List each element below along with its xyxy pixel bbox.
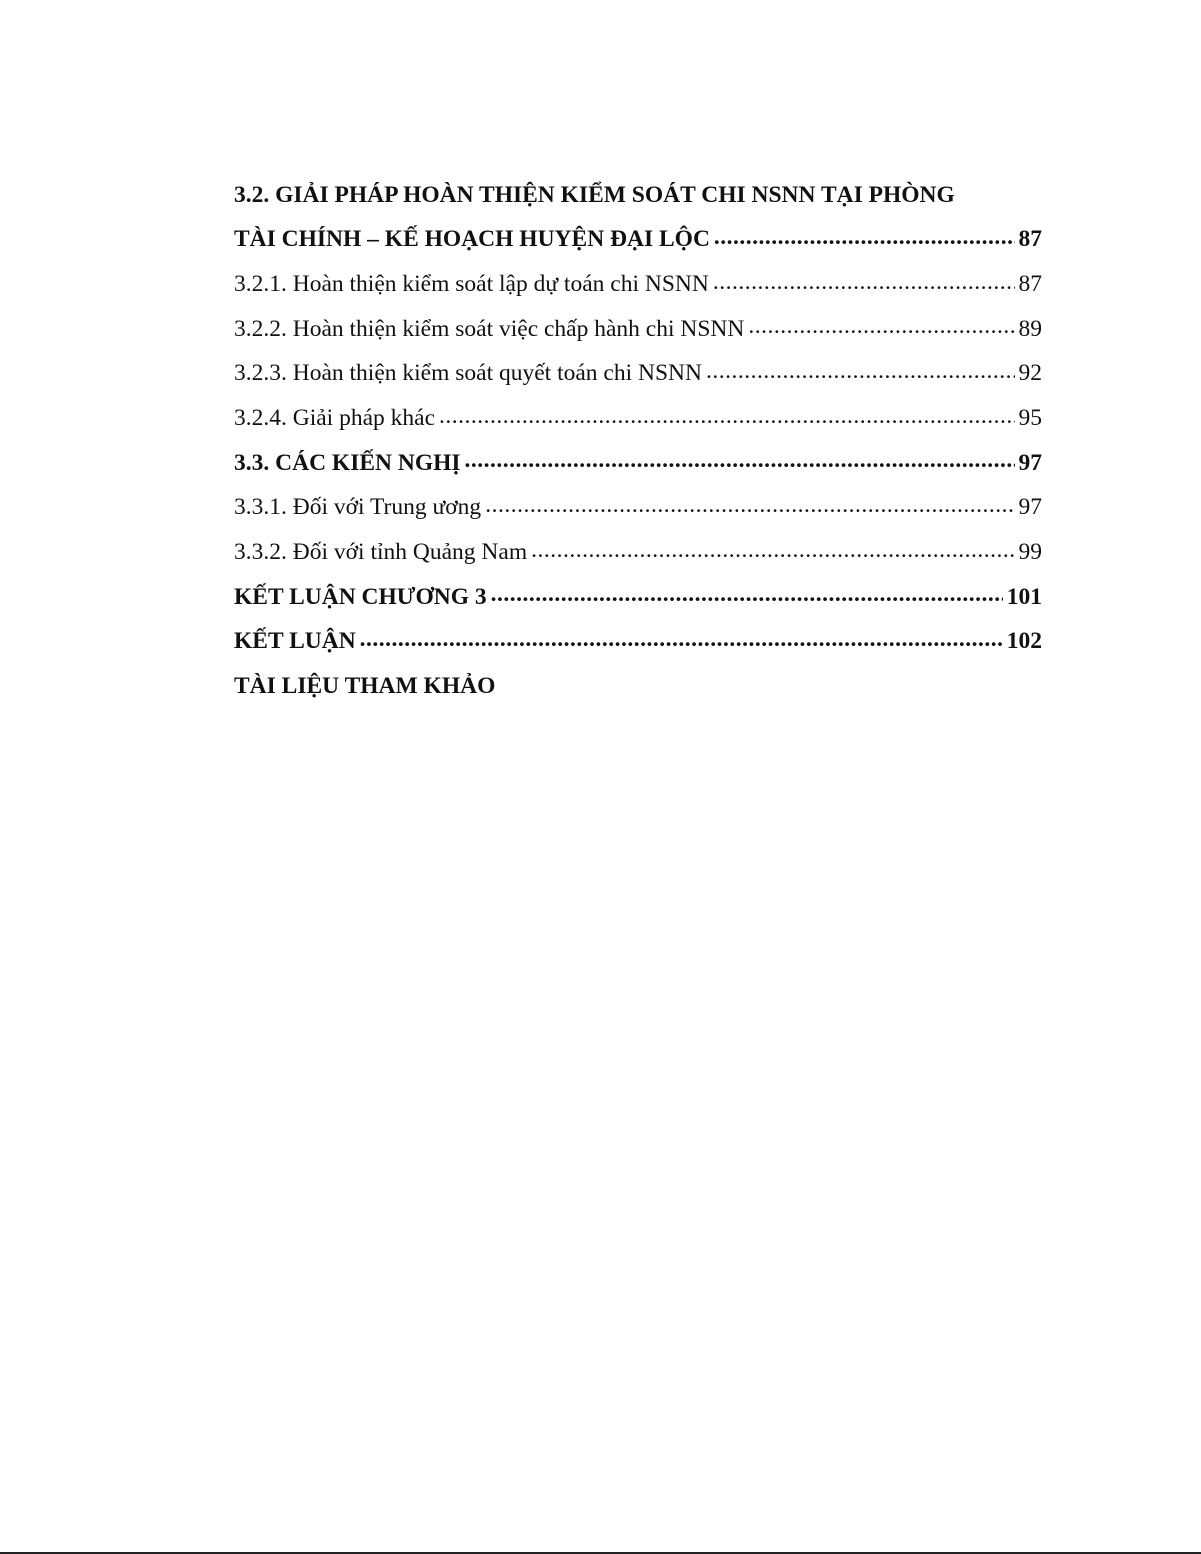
toc-entry-title: KẾT LUẬN <box>234 628 356 655</box>
toc-leader-dots <box>706 362 1015 386</box>
toc-entry-page: 95 <box>1018 405 1042 432</box>
toc-entry-title: 3.2.3. Hoàn thiện kiểm soát quyết toán chi NSNN <box>234 360 702 387</box>
toc-entry-3-3-1[interactable] <box>234 486 1042 531</box>
toc-entry-title: TÀI LIỆU THAM KHẢO <box>234 673 496 700</box>
toc-leader-dots <box>485 496 1014 520</box>
toc-leader-dots <box>360 630 1003 654</box>
toc-entry-page: 99 <box>1018 539 1042 566</box>
toc-entry-3-2-4[interactable] <box>234 396 1042 441</box>
toc-leader-dots <box>748 318 1014 342</box>
toc-leader-dots <box>439 407 1014 431</box>
toc-entry-conclusion[interactable] <box>234 620 1042 665</box>
toc-entry-page: 87 <box>1018 270 1042 297</box>
toc-entry-page: 97 <box>1018 494 1042 521</box>
toc-entry-title: 3.3. CÁC KIẾN NGHỊ <box>234 449 461 476</box>
toc-entry-3-2-1[interactable] <box>234 262 1042 307</box>
toc-entry-page: 87 <box>1018 226 1042 253</box>
toc-entry-section-3-2-line2[interactable] <box>234 218 1042 263</box>
toc-entry-chapter-3-conclusion[interactable] <box>234 575 1042 620</box>
toc-entry-title: 3.2. GIẢI PHÁP HOÀN THIỆN KIỂM SOÁT CHI NSNN TẠI PHÒNG <box>234 181 955 208</box>
toc-leader-dots <box>531 541 1014 565</box>
toc-entry-3-2-3[interactable] <box>234 352 1042 397</box>
toc-entry-page: 92 <box>1018 360 1042 387</box>
toc-entry-section-3-2-line1[interactable] <box>234 173 1042 218</box>
toc-entry-title: 3.3.2. Đối với tỉnh Quảng Nam <box>234 539 528 566</box>
toc-leader-dots <box>491 586 1003 610</box>
toc-entry-title: KẾT LUẬN CHƯƠNG 3 <box>234 583 487 610</box>
toc-leader-dots <box>713 273 1015 297</box>
toc-entry-title: 3.3.1. Đối với Trung ương <box>234 494 482 521</box>
toc-entry-title: 3.2.4. Giải pháp khác <box>234 405 436 432</box>
toc-entry-page: 101 <box>1006 583 1042 610</box>
toc-entry-page: 89 <box>1018 315 1042 342</box>
toc-entry-references[interactable] <box>234 665 1042 710</box>
toc-entry-page: 97 <box>1018 449 1042 476</box>
toc-entry-title: 3.2.2. Hoàn thiện kiểm soát việc chấp hành chi NSNN <box>234 315 745 342</box>
toc-entry-3-3[interactable] <box>234 441 1042 486</box>
toc-entry-title: TÀI CHÍNH – KẾ HOẠCH HUYỆN ĐẠI LỘC <box>234 226 710 253</box>
toc-entry-title: 3.2.1. Hoàn thiện kiểm soát lập dự toán chi NSNN <box>234 270 709 297</box>
toc-entry-3-2-2[interactable] <box>234 307 1042 352</box>
toc-entry-page: 102 <box>1006 628 1042 655</box>
toc-leader-dots <box>714 228 1015 252</box>
toc-leader-dots <box>465 452 1015 476</box>
toc-entry-3-3-2[interactable] <box>234 531 1042 576</box>
table-of-contents <box>234 173 1042 709</box>
